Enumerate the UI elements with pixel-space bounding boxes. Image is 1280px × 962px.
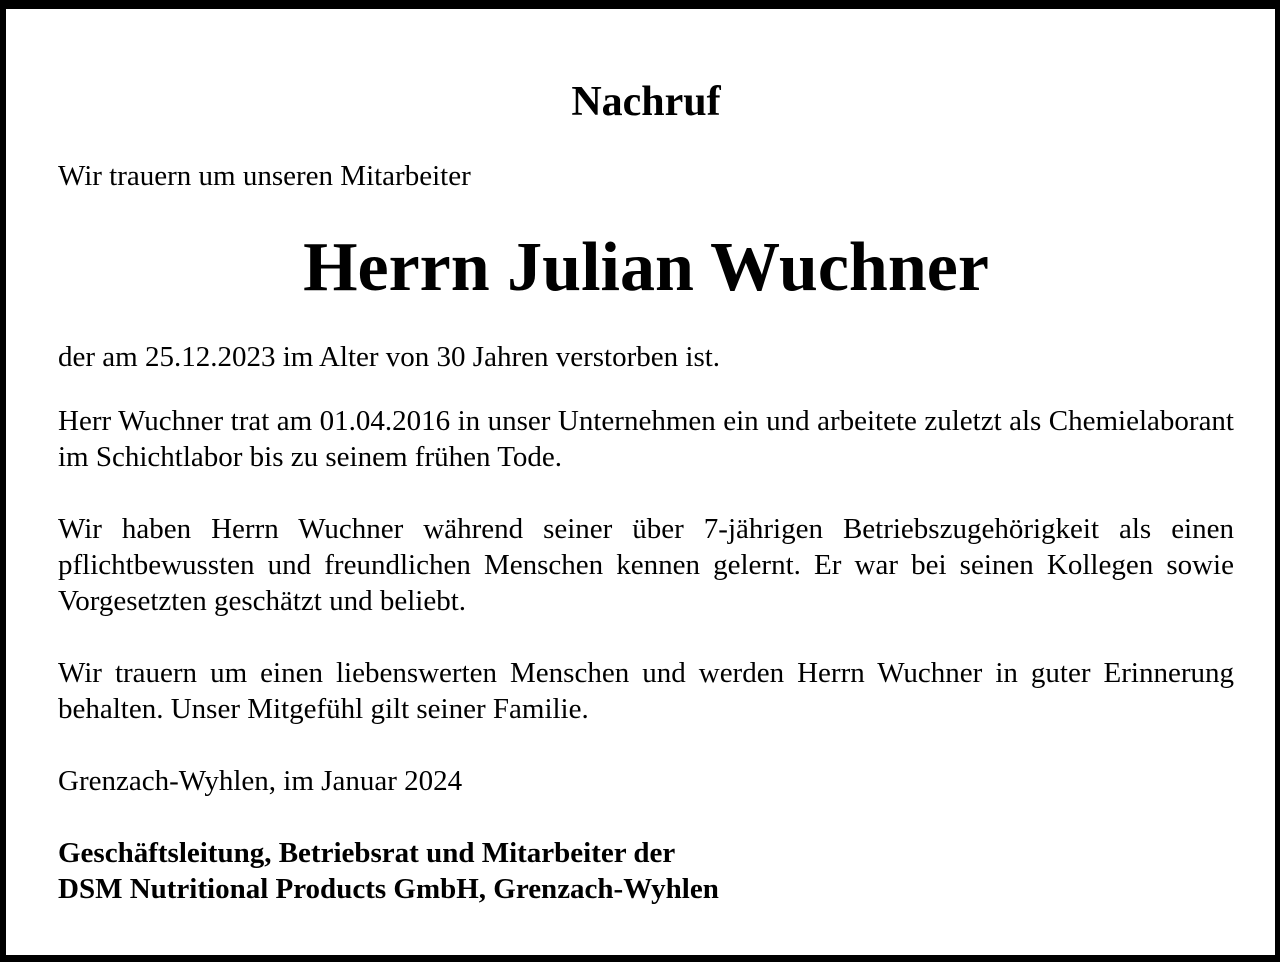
employment-paragraph: Herr Wuchner trat am 01.04.2016 in unser Unternehmen ein und arbeitete zuletzt als Chemielaborant im Schichtlabor bis zu seinem frühen Tode.: [58, 405, 1234, 473]
appreciation-paragraph: Wir haben Herrn Wuchner während seiner über 7-jährigen Betriebszugehörigkeit als einen pflichtbewussten und freundlichen Menschen kennen gelernt. Er war bei seinen Kollegen sowie Vorgesetzten geschätzt und beliebt.: [58, 513, 1234, 617]
place-date: Grenzach-Wyhlen, im Januar 2024: [58, 765, 463, 797]
deceased-name: Herrn Julian Wuchner: [303, 229, 989, 306]
intro-line: Wir trauern um unseren Mitarbeiter: [58, 160, 471, 192]
signature-line-2: DSM Nutritional Products GmbH, Grenzach-Wyhlen: [58, 873, 719, 905]
signature-line-1: Geschäftsleitung, Betriebsrat und Mitarbeiter der: [58, 837, 676, 869]
signature-block: [58, 835, 1234, 907]
mourning-paragraph: Wir trauern um einen liebenswerten Menschen und werden Herrn Wuchner in guter Erinnerung behalten. Unser Mitgefühl gilt seiner Familie.: [58, 657, 1234, 725]
death-date-paragraph: der am 25.12.2023 im Alter von 30 Jahren verstorben ist.: [58, 341, 721, 373]
page-title: Nachruf: [571, 79, 721, 125]
